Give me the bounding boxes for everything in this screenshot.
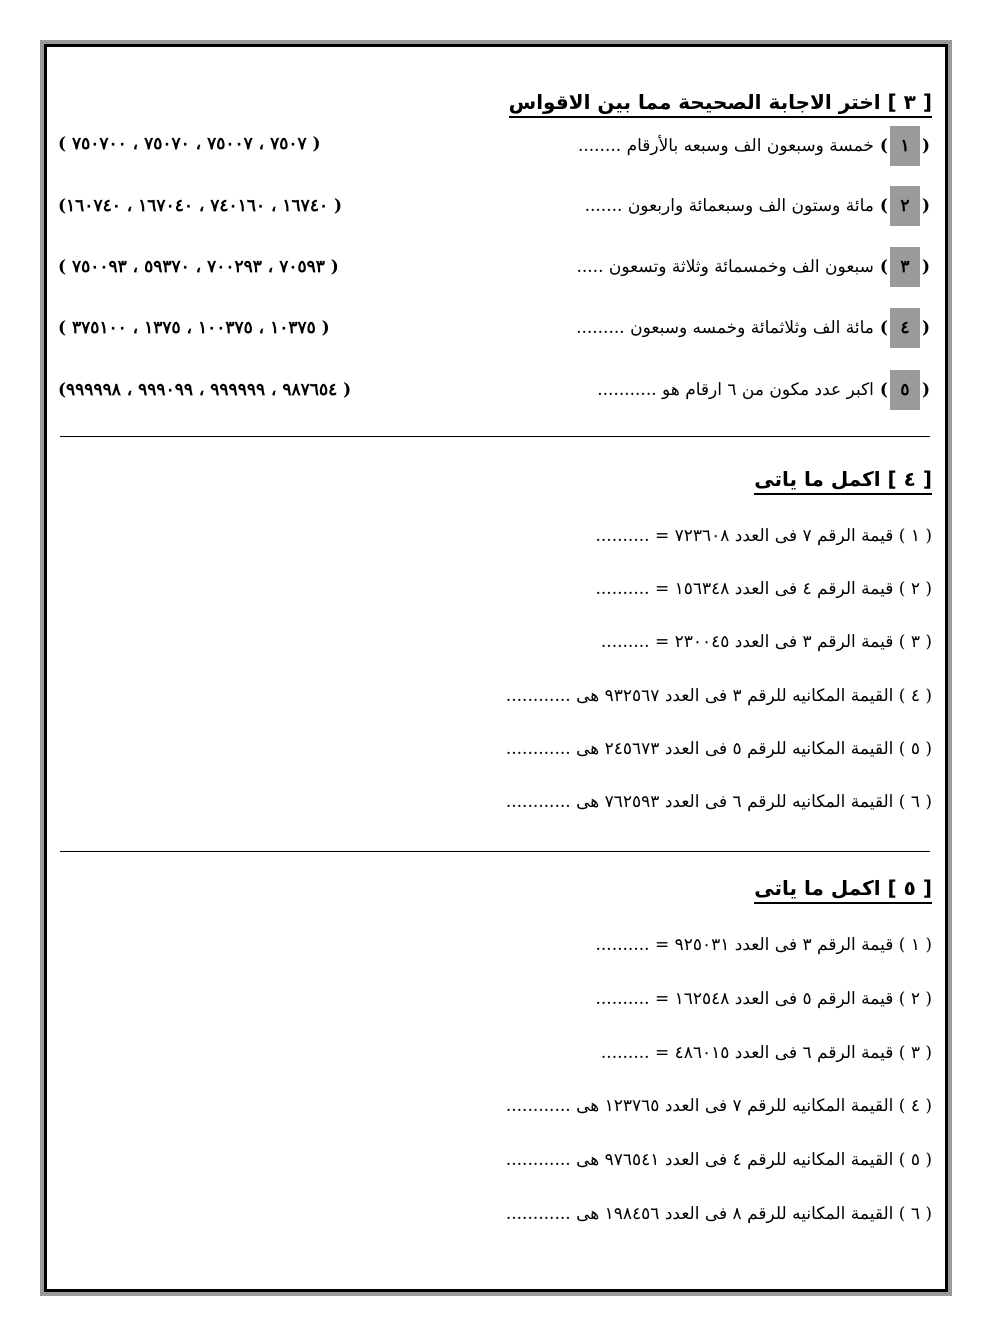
section5-title: [ ٥ ] اكمل ما ياتى [754,876,932,904]
question-number: ( ٣ ) [878,247,932,287]
s4-item-1: ( ١ ) قيمة الرقم ٧ فى العدد ٧٢٣٦٠٨ = .......... [595,526,932,546]
question-text: سبعون الف وخمسمائة وثلاثة وتسعون ..... [576,257,874,277]
question-text: مائة وستون الف وسبعمائة واربعون ....... [584,196,874,216]
q3-4 [576,308,932,348]
question-number: ( ١ ) [878,126,932,166]
q3-5 [597,370,932,410]
q3-2-options: ( ١٦٧٤٠ ، ٧٤٠١٦٠ ، ١٦٧٠٤٠ ، ١٦٠٧٤٠) [58,196,343,216]
q3-4-options: ( ١٠٣٧٥ ، ١٠٠٣٧٥ ، ١٣٧٥ ، ٣٧٥١٠٠ ) [58,318,330,338]
section3-title: [ ٣ ] اختر الاجابة الصحيحة مما بين الاقواس [509,90,932,118]
question-text: اكبر عدد مكون من ٦ ارقام هو ........... [597,380,874,400]
q3-1 [578,126,932,166]
question-text: مائة الف وثلاثمائة وخمسه وسبعون ......... [576,318,874,338]
s4-item-3: ( ٣ ) قيمة الرقم ٣ فى العدد ٢٣٠٠٤٥ = ......... [600,632,932,652]
s5-item-6: ( ٦ ) القيمة المكانيه للرقم ٨ فى العدد ١٩٨٤٥٦ هى ............ [505,1204,932,1224]
s4-item-6: ( ٦ ) القيمة المكانيه للرقم ٦ فى العدد ٧٦٢٥٩٣ هى ............ [505,792,932,812]
q3-1-options: ( ٧٥٠٧ ، ٧٥٠٠٧ ، ٧٥٠٧٠ ، ٧٥٠٧٠٠ ) [58,134,321,154]
q3-3-options: ( ٧٠٥٩٣ ، ٧٠٠٢٩٣ ، ٥٩٣٧٠ ، ٧٥٠٠٩٣ ) [58,257,339,277]
s5-item-1: ( ١ ) قيمة الرقم ٣ فى العدد ٩٢٥٠٣١ = .......... [595,935,932,955]
s4-item-4: ( ٤ ) القيمة المكانيه للرقم ٣ فى العدد ٩٣٢٥٦٧ هى ............ [505,686,932,706]
q3-2 [585,186,932,226]
q3-3 [576,247,932,287]
s4-item-5: ( ٥ ) القيمة المكانيه للرقم ٥ فى العدد ٢٤٥٦٧٣ هى ............ [505,739,932,759]
s5-item-2: ( ٢ ) قيمة الرقم ٥ فى العدد ١٦٢٥٤٨ = .......... [595,989,932,1009]
section-divider [60,851,930,852]
question-text: خمسة وسبعون الف وسبعه بالأرقام ........ [577,136,874,156]
question-number: ( ٢ ) [878,186,932,226]
s5-item-3: ( ٣ ) قيمة الرقم ٦ فى العدد ٤٨٦٠١٥ = ......... [600,1043,932,1063]
question-number: ( ٤ ) [878,308,932,348]
s5-item-5: ( ٥ ) القيمة المكانيه للرقم ٤ فى العدد ٩٧٦٥٤١ هى ............ [505,1150,932,1170]
s5-item-4: ( ٤ ) القيمة المكانيه للرقم ٧ فى العدد ١٢٣٧٦٥ هى ............ [505,1096,932,1116]
question-number: ( ٥ ) [878,370,932,410]
section-divider [60,436,930,437]
section4-title: [ ٤ ] اكمل ما ياتى [754,467,932,495]
s4-item-2: ( ٢ ) قيمة الرقم ٤ فى العدد ١٥٦٣٤٨ = .......... [595,579,932,599]
q3-5-options: ( ٩٨٧٦٥٤ ، ٩٩٩٩٩٩ ، ٩٩٩٠٩٩ ، ٩٩٩٩٩٨) [58,380,352,400]
